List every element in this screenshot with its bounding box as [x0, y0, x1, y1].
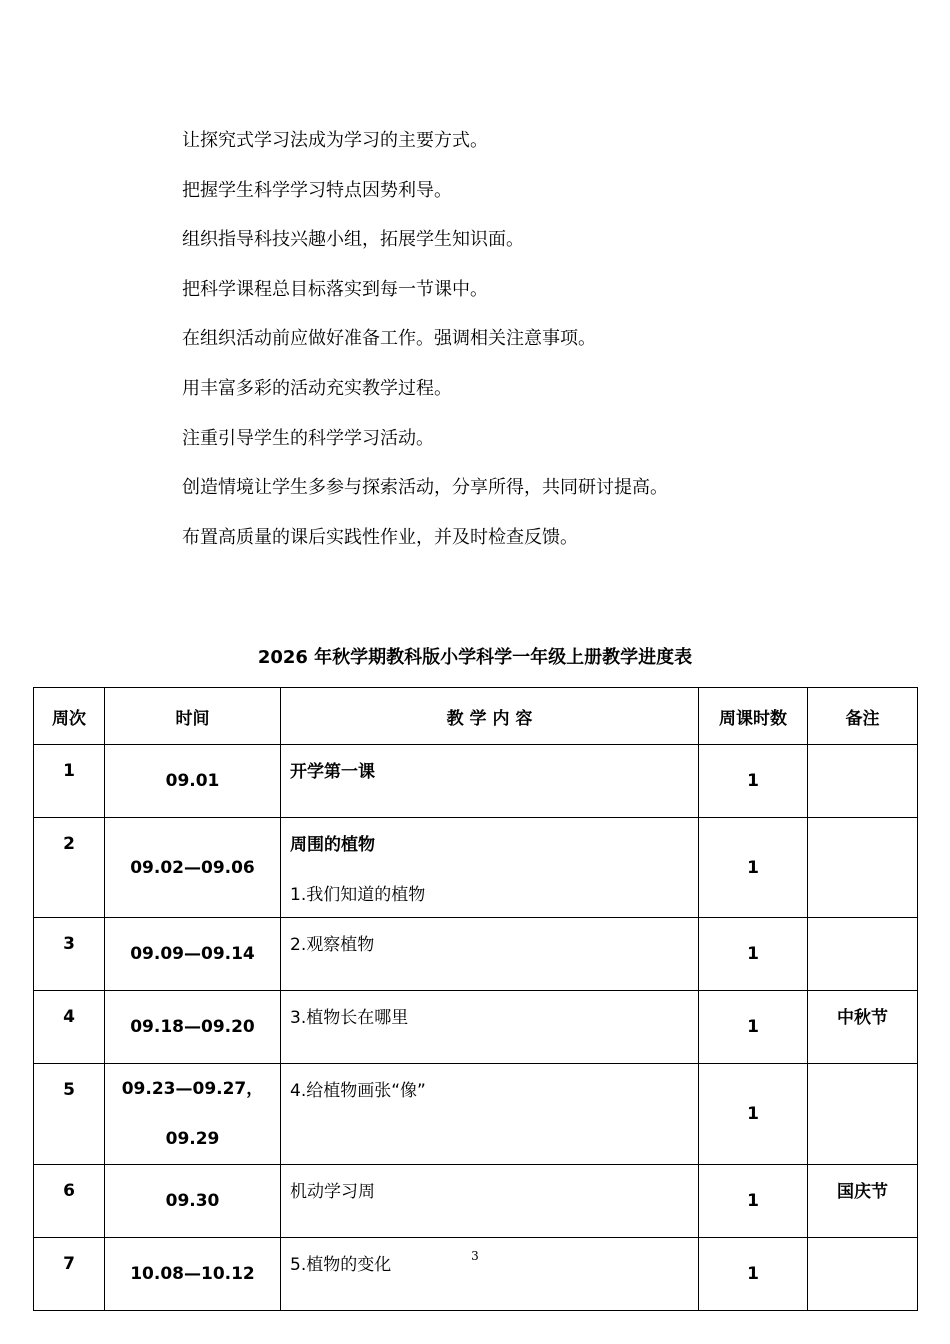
header-content: 教 学 内 容: [281, 688, 699, 745]
paragraph: 用丰富多彩的活动充实教学过程。: [182, 377, 452, 399]
header-hours: 周课时数: [699, 688, 808, 745]
table-row: [34, 745, 918, 818]
cell-content: 4.给植物画张“像”: [281, 1064, 699, 1165]
table-row: [34, 1165, 918, 1238]
time-line: 09.29: [165, 1129, 220, 1149]
cell-week: 3: [34, 918, 105, 991]
cell-hours: 1: [699, 1064, 808, 1165]
header-time: 时间: [105, 688, 281, 745]
cell-week: 1: [34, 745, 105, 818]
paragraph: 把科学课程总目标落实到每一节课中。: [182, 278, 488, 300]
cell-note: 中秋节: [808, 991, 918, 1064]
cell-note: [808, 918, 918, 991]
cell-content: 开学第一课: [281, 745, 699, 818]
time-line: 09.23—09.27，: [121, 1079, 264, 1099]
cell-note: [808, 818, 918, 918]
table-row: [34, 991, 918, 1064]
cell-content: [281, 818, 699, 918]
cell-note: [808, 745, 918, 818]
cell-hours: 1: [699, 918, 808, 991]
paragraph: 让探究式学习法成为学习的主要方式。: [182, 130, 488, 151]
header-note: 备注: [808, 688, 918, 745]
page-number: 3: [471, 1249, 479, 1263]
cell-week: 2: [34, 818, 105, 918]
cell-content: 机动学习周: [281, 1165, 699, 1238]
table-row: [34, 918, 918, 991]
cell-week: 6: [34, 1165, 105, 1238]
paragraph: 组织指导科技兴趣小组，拓展学生知识面。: [182, 229, 524, 251]
cell-time: 09.02—09.06: [105, 818, 281, 918]
paragraph: 创造情境让学生多参与探索活动，分享所得，共同研讨提高。: [182, 477, 668, 499]
cell-hours: 1: [699, 1165, 808, 1238]
paragraph: 把握学生科学学习特点因势利导。: [182, 179, 452, 201]
cell-content: 2.观察植物: [281, 918, 699, 991]
lesson-title: 1.我们知道的植物: [290, 885, 426, 905]
table-row: [34, 818, 918, 918]
paragraph-list: [182, 127, 668, 573]
paragraph: 在组织活动前应做好准备工作。强调相关注意事项。: [182, 328, 596, 350]
cell-content: 3.植物长在哪里: [281, 991, 699, 1064]
cell-time: 09.30: [105, 1165, 281, 1238]
table-title: 2026 年秋学期教科版小学科学一年级上册教学进度表: [257, 647, 693, 668]
cell-hours: 1: [699, 1238, 808, 1311]
cell-content: 5.植物的变化: [281, 1238, 699, 1311]
cell-hours: 1: [699, 991, 808, 1064]
schedule-table: [33, 687, 918, 1311]
cell-time: 10.08—10.12: [105, 1238, 281, 1311]
cell-hours: 1: [699, 745, 808, 818]
unit-title: 周围的植物: [290, 835, 375, 855]
cell-hours: 1: [699, 818, 808, 918]
cell-time: [105, 1064, 281, 1165]
cell-week: 5: [34, 1064, 105, 1165]
paragraph: 注重引导学生的科学学习活动。: [182, 427, 434, 449]
table-row: [34, 1064, 918, 1165]
cell-note: [808, 1064, 918, 1165]
cell-week: 7: [34, 1238, 105, 1311]
table-header-row: [34, 688, 918, 745]
paragraph: 布置高质量的课后实践性作业，并及时检查反馈。: [182, 526, 578, 548]
cell-week: 4: [34, 991, 105, 1064]
cell-note: 国庆节: [808, 1165, 918, 1238]
cell-time: 09.01: [105, 745, 281, 818]
cell-time: 09.09—09.14: [105, 918, 281, 991]
cell-time: 09.18—09.20: [105, 991, 281, 1064]
header-week: 周次: [34, 688, 105, 745]
